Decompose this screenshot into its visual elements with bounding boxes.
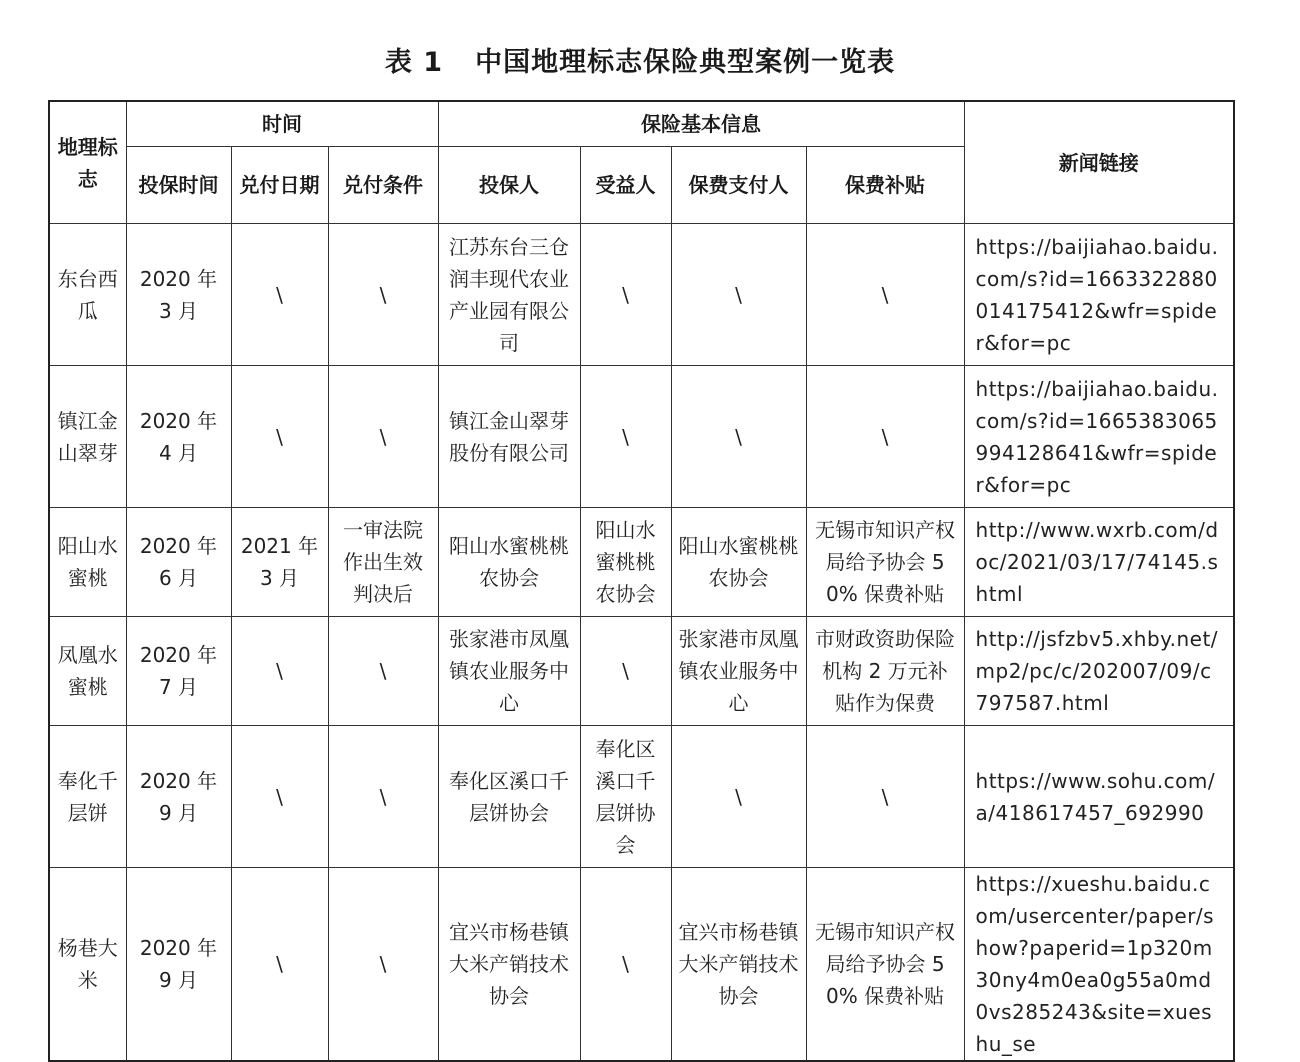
cell-insurer: 张家港市凤凰镇农业服务中心 — [438, 617, 580, 726]
cell-pay-date: \ — [231, 868, 328, 1062]
table-number: 表 1 — [384, 47, 444, 78]
cell-beneficiary: \ — [580, 224, 671, 366]
cell-news-link: http://jsfzbv5.xhby.net/mp2/pc/c/202007/09/c797587.html — [964, 617, 1234, 726]
cell-pay-date: \ — [231, 224, 328, 366]
cell-insure-time: 2020 年 9 月 — [126, 868, 231, 1062]
cell-premium-subsidy: \ — [806, 366, 964, 508]
cell-insurer: 阳山水蜜桃桃农协会 — [438, 508, 580, 617]
header-pay-condition: 兑付条件 — [328, 147, 438, 224]
cell-premium-payer: 阳山水蜜桃桃农协会 — [671, 508, 806, 617]
cell-gi: 奉化千层饼 — [49, 726, 126, 868]
cell-gi: 凤凰水蜜桃 — [49, 617, 126, 726]
cell-beneficiary: \ — [580, 617, 671, 726]
cell-pay-condition: 一审法院作出生效判决后 — [328, 508, 438, 617]
cell-premium-payer: 宜兴市杨巷镇大米产销技术协会 — [671, 868, 806, 1062]
cell-beneficiary: 阳山水蜜桃桃农协会 — [580, 508, 671, 617]
table-row — [49, 868, 1234, 1062]
cell-news-link: https://xueshu.baidu.com/usercenter/paper/show?paperid=1p320m30ny4m0ea0g55a0md0vs285243&site=xueshu_se — [964, 868, 1234, 1062]
header-beneficiary: 受益人 — [580, 147, 671, 224]
cell-premium-subsidy: \ — [806, 224, 964, 366]
header-time-group: 时间 — [126, 101, 438, 147]
table-row — [49, 726, 1234, 868]
cell-beneficiary: \ — [580, 868, 671, 1062]
cell-insurer: 江苏东台三仓润丰现代农业产业园有限公司 — [438, 224, 580, 366]
table-row — [49, 366, 1234, 508]
cell-premium-subsidy: \ — [806, 726, 964, 868]
cell-premium-subsidy: 无锡市知识产权局给予协会 50% 保费补贴 — [806, 868, 964, 1062]
cell-insurer: 宜兴市杨巷镇大米产销技术协会 — [438, 868, 580, 1062]
cell-premium-payer: \ — [671, 726, 806, 868]
table-caption — [0, 40, 1280, 79]
cell-insure-time: 2020 年 3 月 — [126, 224, 231, 366]
cell-pay-condition: \ — [328, 224, 438, 366]
cell-gi: 阳山水蜜桃 — [49, 508, 126, 617]
cell-news-link: https://www.sohu.com/a/418617457_692990 — [964, 726, 1234, 868]
cell-news-link: http://www.wxrb.com/doc/2021/03/17/74145.shtml — [964, 508, 1234, 617]
cell-news-link: https://baijiahao.baidu.com/s?id=1665383065994128641&wfr=spider&for=pc — [964, 366, 1234, 508]
cell-pay-condition: \ — [328, 366, 438, 508]
cell-gi: 镇江金山翠芽 — [49, 366, 126, 508]
cell-premium-subsidy: 无锡市知识产权局给予协会 50% 保费补贴 — [806, 508, 964, 617]
cell-pay-date: \ — [231, 366, 328, 508]
cell-beneficiary: 奉化区溪口千层饼协会 — [580, 726, 671, 868]
cell-pay-date: \ — [231, 617, 328, 726]
cell-premium-payer: \ — [671, 224, 806, 366]
cell-premium-payer: \ — [671, 366, 806, 508]
header-news-link: 新闻链接 — [964, 101, 1234, 224]
header-pay-date: 兑付日期 — [231, 147, 328, 224]
header-insure-time: 投保时间 — [126, 147, 231, 224]
insurance-cases-table — [48, 100, 1235, 1062]
table-row — [49, 617, 1234, 726]
cell-pay-date: \ — [231, 726, 328, 868]
cell-premium-payer: 张家港市凤凰镇农业服务中心 — [671, 617, 806, 726]
cell-insure-time: 2020 年 9 月 — [126, 726, 231, 868]
cell-insurer: 奉化区溪口千层饼协会 — [438, 726, 580, 868]
cell-pay-date: 2021 年 3 月 — [231, 508, 328, 617]
header-row-1 — [49, 101, 1234, 147]
cell-gi: 东台西瓜 — [49, 224, 126, 366]
cell-beneficiary: \ — [580, 366, 671, 508]
cell-pay-condition: \ — [328, 868, 438, 1062]
cell-news-link: https://baijiahao.baidu.com/s?id=1663322880014175412&wfr=spider&for=pc — [964, 224, 1234, 366]
cell-gi: 杨巷大米 — [49, 868, 126, 1062]
cell-insure-time: 2020 年 7 月 — [126, 617, 231, 726]
cell-pay-condition: \ — [328, 617, 438, 726]
cell-premium-subsidy: 市财政资助保险机构 2 万元补贴作为保费 — [806, 617, 964, 726]
table-title: 中国地理标志保险典型案例一览表 — [475, 47, 896, 78]
table-row — [49, 508, 1234, 617]
header-premium-payer: 保费支付人 — [671, 147, 806, 224]
header-premium-subsidy: 保费补贴 — [806, 147, 964, 224]
cell-insurer: 镇江金山翠芽股份有限公司 — [438, 366, 580, 508]
header-insurance-group: 保险基本信息 — [438, 101, 964, 147]
cell-insure-time: 2020 年 6 月 — [126, 508, 231, 617]
table-row — [49, 224, 1234, 366]
header-gi: 地理标志 — [49, 101, 126, 224]
header-insurer: 投保人 — [438, 147, 580, 224]
cell-pay-condition: \ — [328, 726, 438, 868]
cell-insure-time: 2020 年 4 月 — [126, 366, 231, 508]
